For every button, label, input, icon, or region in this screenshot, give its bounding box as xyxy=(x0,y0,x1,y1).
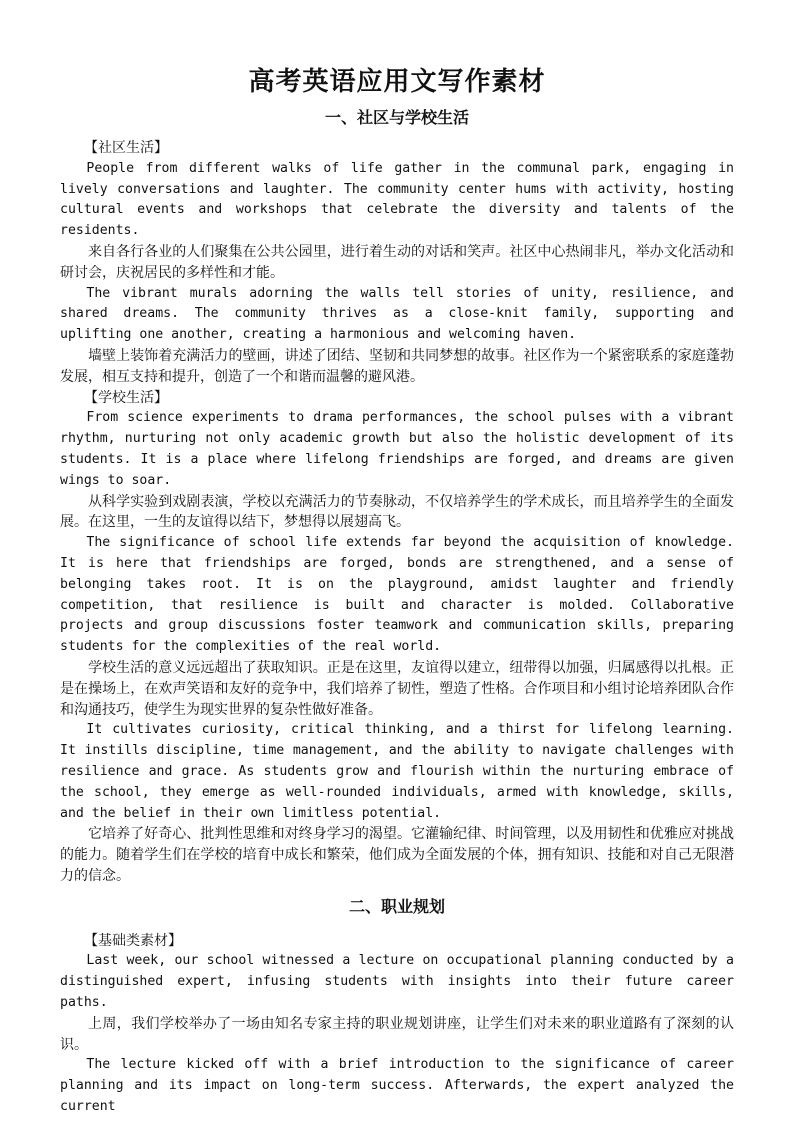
paragraph-en: From science experiments to drama performances, the school pulses with a vibrant rhythm, nurturing not only academic growth but also the holistic development of its students. It is a place where lifelong friendships are forged, and dreams are given wings to soar. xyxy=(60,410,734,488)
paragraph-en: The lecture kicked off with a brief introduction to the significance of career planning and its impact on long-term success. Afterwards, the expert analyzed the current xyxy=(60,1057,734,1115)
paragraph-zh: 从科学实验到戏剧表演，学校以充满活力的节奏脉动，不仅培养学生的学术成长，而且培养学生的全面发展。在这里，一生的友谊得以结下，梦想得以展翅高飞。 xyxy=(60,493,734,531)
paragraph-en: It cultivates curiosity, critical thinking, and a thirst for lifelong learning. It instills discipline, time management, and the ability to navigate challenges with resilience and grace. As students grow and flourish within the nurturing embrace of the school, they emerge as well-rounded individuals, armed with knowledge, skills, and the belief in their own limitless potential. xyxy=(60,722,734,821)
subsection-label-community: 【社区生活】 xyxy=(84,140,168,156)
paragraph-en: Last week, our school witnessed a lecture on occupational planning conducted by a distinguished expert, infusing students with insights into their future career paths. xyxy=(60,953,734,1011)
paragraph-zh: 上周，我们学校举办了一场由知名专家主持的职业规划讲座，让学生们对未来的职业道路有了深刻的认识。 xyxy=(60,1015,734,1053)
paragraph-zh: 学校生活的意义远远超出了获取知识。正是在这里，友谊得以建立，纽带得以加强，归属感得以扎根。正是在操场上，在欢声笑语和友好的竞争中，我们培养了韧性，塑造了性格。合作项目和小组讨论培养团队合作和沟通技巧，使学生为现实世界的复杂性做好准备。 xyxy=(60,659,734,718)
paragraph-zh: 来自各行各业的人们聚集在公共公园里，进行着生动的对话和笑声。社区中心热闹非凡，举办文化活动和研讨会，庆祝居民的多样性和才能。 xyxy=(60,243,734,281)
section-heading-community-school: 一、社区与学校生活 xyxy=(324,108,469,127)
paragraph-zh: 墙壁上装饰着充满活力的壁画，讲述了团结、坚韧和共同梦想的故事。社区作为一个紧密联系的家庭蓬勃发展，相互支持和提升，创造了一个和谐而温馨的避风港。 xyxy=(60,347,734,385)
subsection-label-school: 【学校生活】 xyxy=(84,389,168,406)
document-title: 高考英语应用文写作素材 xyxy=(248,67,546,97)
paragraph-en: The significance of school life extends far beyond the acquisition of knowledge. It is here that friendships are forged, bonds are strengthened, and a sense of belonging takes root. It is on the playground, amidst laughter and friendly competition, that resilience is built and character is molded. Collaborative projects and group discussions foster teamwork and communication skills, preparing students for the complexities of the real world. xyxy=(60,535,734,655)
paragraph-en: People from different walks of life gather in the communal park, engaging in lively conversations and laughter. The community center hums with activity, hosting cultural events and workshops that celebrate the diversity and talents of the residents. xyxy=(60,160,734,239)
paragraph-zh: 它培养了好奇心、批判性思维和对终身学习的渴望。它灌输纪律、时间管理，以及用韧性和优雅应对挑战的能力。随着学生们在学校的培育中成长和繁荣，他们成为全面发展的个体，拥有知识、技能和对自己无限潜力的信念。 xyxy=(60,826,734,884)
subsection-label-basic: 【基础类素材】 xyxy=(84,932,182,949)
section-heading-career-planning: 二、职业规划 xyxy=(348,896,445,916)
paragraph-en: The vibrant murals adorning the walls tell stories of unity, resilience, and shared dreams. The community thrives as a close-knit family, supporting and uplifting one another, creating a harmonious and welcoming haven. xyxy=(60,285,734,343)
